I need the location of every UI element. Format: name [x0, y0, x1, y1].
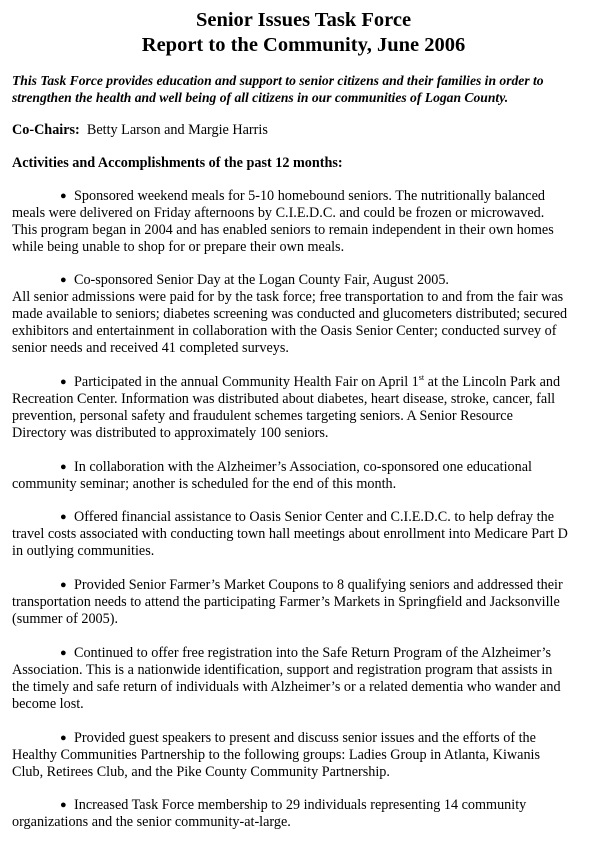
list-item-7 [60, 645, 551, 662]
ordinal-suffix: st [418, 373, 425, 382]
list-item-text: Directory was distributed to approximately 100 seniors. [12, 425, 329, 441]
list-item-5 [60, 509, 554, 526]
bullet-icon: ● [60, 579, 67, 591]
list-item-text: travel costs associated with conducting town hall meetings about enrollment into Medicare Part D [12, 526, 568, 542]
bullet-icon: ● [60, 376, 67, 388]
list-item-text: the timely and safe return of individuals with Alzheimer’s or a related dementia who wander and [12, 679, 561, 695]
list-item-text: Offered financial assistance to Oasis Senior Center and C.I.E.D.C. to help defray the [74, 509, 554, 525]
list-item-text: made available to seniors; diabetes screening was conducted and glucometers distributed; secured [12, 306, 568, 322]
list-item-9 [60, 797, 526, 814]
bullet-icon: ● [60, 732, 67, 744]
bullet-icon: ● [60, 647, 67, 659]
cochairs-label: Co-Chairs: [12, 122, 80, 138]
mission-statement-line-1: This Task Force provides education and support to senior citizens and their families in order to [12, 73, 544, 88]
list-item-text: Participated in the annual Community Health Fair on April 1 [74, 374, 419, 390]
list-item-3 [60, 374, 560, 391]
list-item-text: prevention, personal safety and fraudulent schemes targeting seniors. A Senior Resource [12, 408, 513, 424]
list-item-text: Club, Retirees Club, and the Pike County Community Partnership. [12, 764, 390, 780]
list-item-1 [60, 188, 545, 205]
list-item-text: All senior admissions were paid for by the task force; free transportation to and from the fair was [12, 289, 564, 305]
list-item-2 [60, 272, 449, 289]
document-subtitle: Report to the Community, June 2006 [141, 34, 466, 56]
list-item-text: Provided Senior Farmer’s Market Coupons to 8 qualifying seniors and addressed their [74, 577, 563, 593]
mission-statement-line-2: strengthen the health and well being of all citizens in our communities of Logan County. [12, 90, 509, 105]
list-item-text: Recreation Center. Information was distributed about diabetes, heart disease, stroke, cancer, fall [12, 391, 556, 407]
bullet-icon: ● [60, 511, 67, 523]
list-item-text: Association. This is a nationwide identification, support and registration program that assists in [12, 662, 553, 678]
document-title: Senior Issues Task Force [195, 9, 412, 31]
bullet-icon: ● [60, 190, 67, 202]
list-item-8 [60, 730, 536, 747]
cochairs-value: Betty Larson and Margie Harris [86, 122, 268, 138]
list-item-4 [60, 459, 532, 476]
list-item-text: at the Lincoln Park and [424, 374, 561, 390]
list-item-text: Healthy Communities Partnership to the following groups: Ladies Group in Atlanta, Kiwanis [12, 747, 541, 763]
list-item-text: Continued to offer free registration into the Safe Return Program of the Alzheimer’s [74, 645, 551, 661]
section-heading: Activities and Accomplishments of the past 12 months: [12, 155, 343, 171]
list-item-text: exhibitors and entertainment in collaboration with the Oasis Senior Center; conducted survey of [12, 323, 557, 339]
list-item-text: Provided guest speakers to present and discuss senior issues and the efforts of the [74, 730, 536, 746]
bullet-icon: ● [60, 799, 67, 811]
list-item-text: organizations and the senior community-at-large. [12, 814, 291, 830]
list-item-text: In collaboration with the Alzheimer’s Association, co-sponsored one educational [74, 459, 532, 475]
list-item-text: in outlying communities. [12, 543, 155, 559]
cochairs [12, 122, 268, 139]
list-item-text: Co-sponsored Senior Day at the Logan County Fair, August 2005. [74, 272, 449, 288]
list-item-text: become lost. [12, 696, 84, 712]
list-item-text: while being unable to shop for or prepare their own meals. [12, 239, 345, 255]
list-item-text: meals were delivered on Friday afternoons by C.I.E.D.C. and could be frozen or microwaved. [12, 205, 545, 221]
list-item-text: This program began in 2004 and has enabled seniors to remain independent in their own homes [12, 222, 554, 238]
list-item-text: transportation needs to attend the participating Farmer’s Markets in Springfield and Jacksonville [12, 594, 560, 610]
bullet-icon: ● [60, 461, 67, 473]
list-item-text: senior needs and received 41 completed surveys. [12, 340, 289, 356]
list-item-text: Sponsored weekend meals for 5-10 homebound seniors. The nutritionally balanced [74, 188, 545, 204]
list-item-text: community seminar; another is scheduled for the end of this month. [12, 476, 397, 492]
list-item-6 [60, 577, 563, 594]
list-item-text: Increased Task Force membership to 29 individuals representing 14 community [74, 797, 527, 813]
bullet-icon: ● [60, 274, 67, 286]
list-item-text: (summer of 2005). [12, 611, 118, 627]
